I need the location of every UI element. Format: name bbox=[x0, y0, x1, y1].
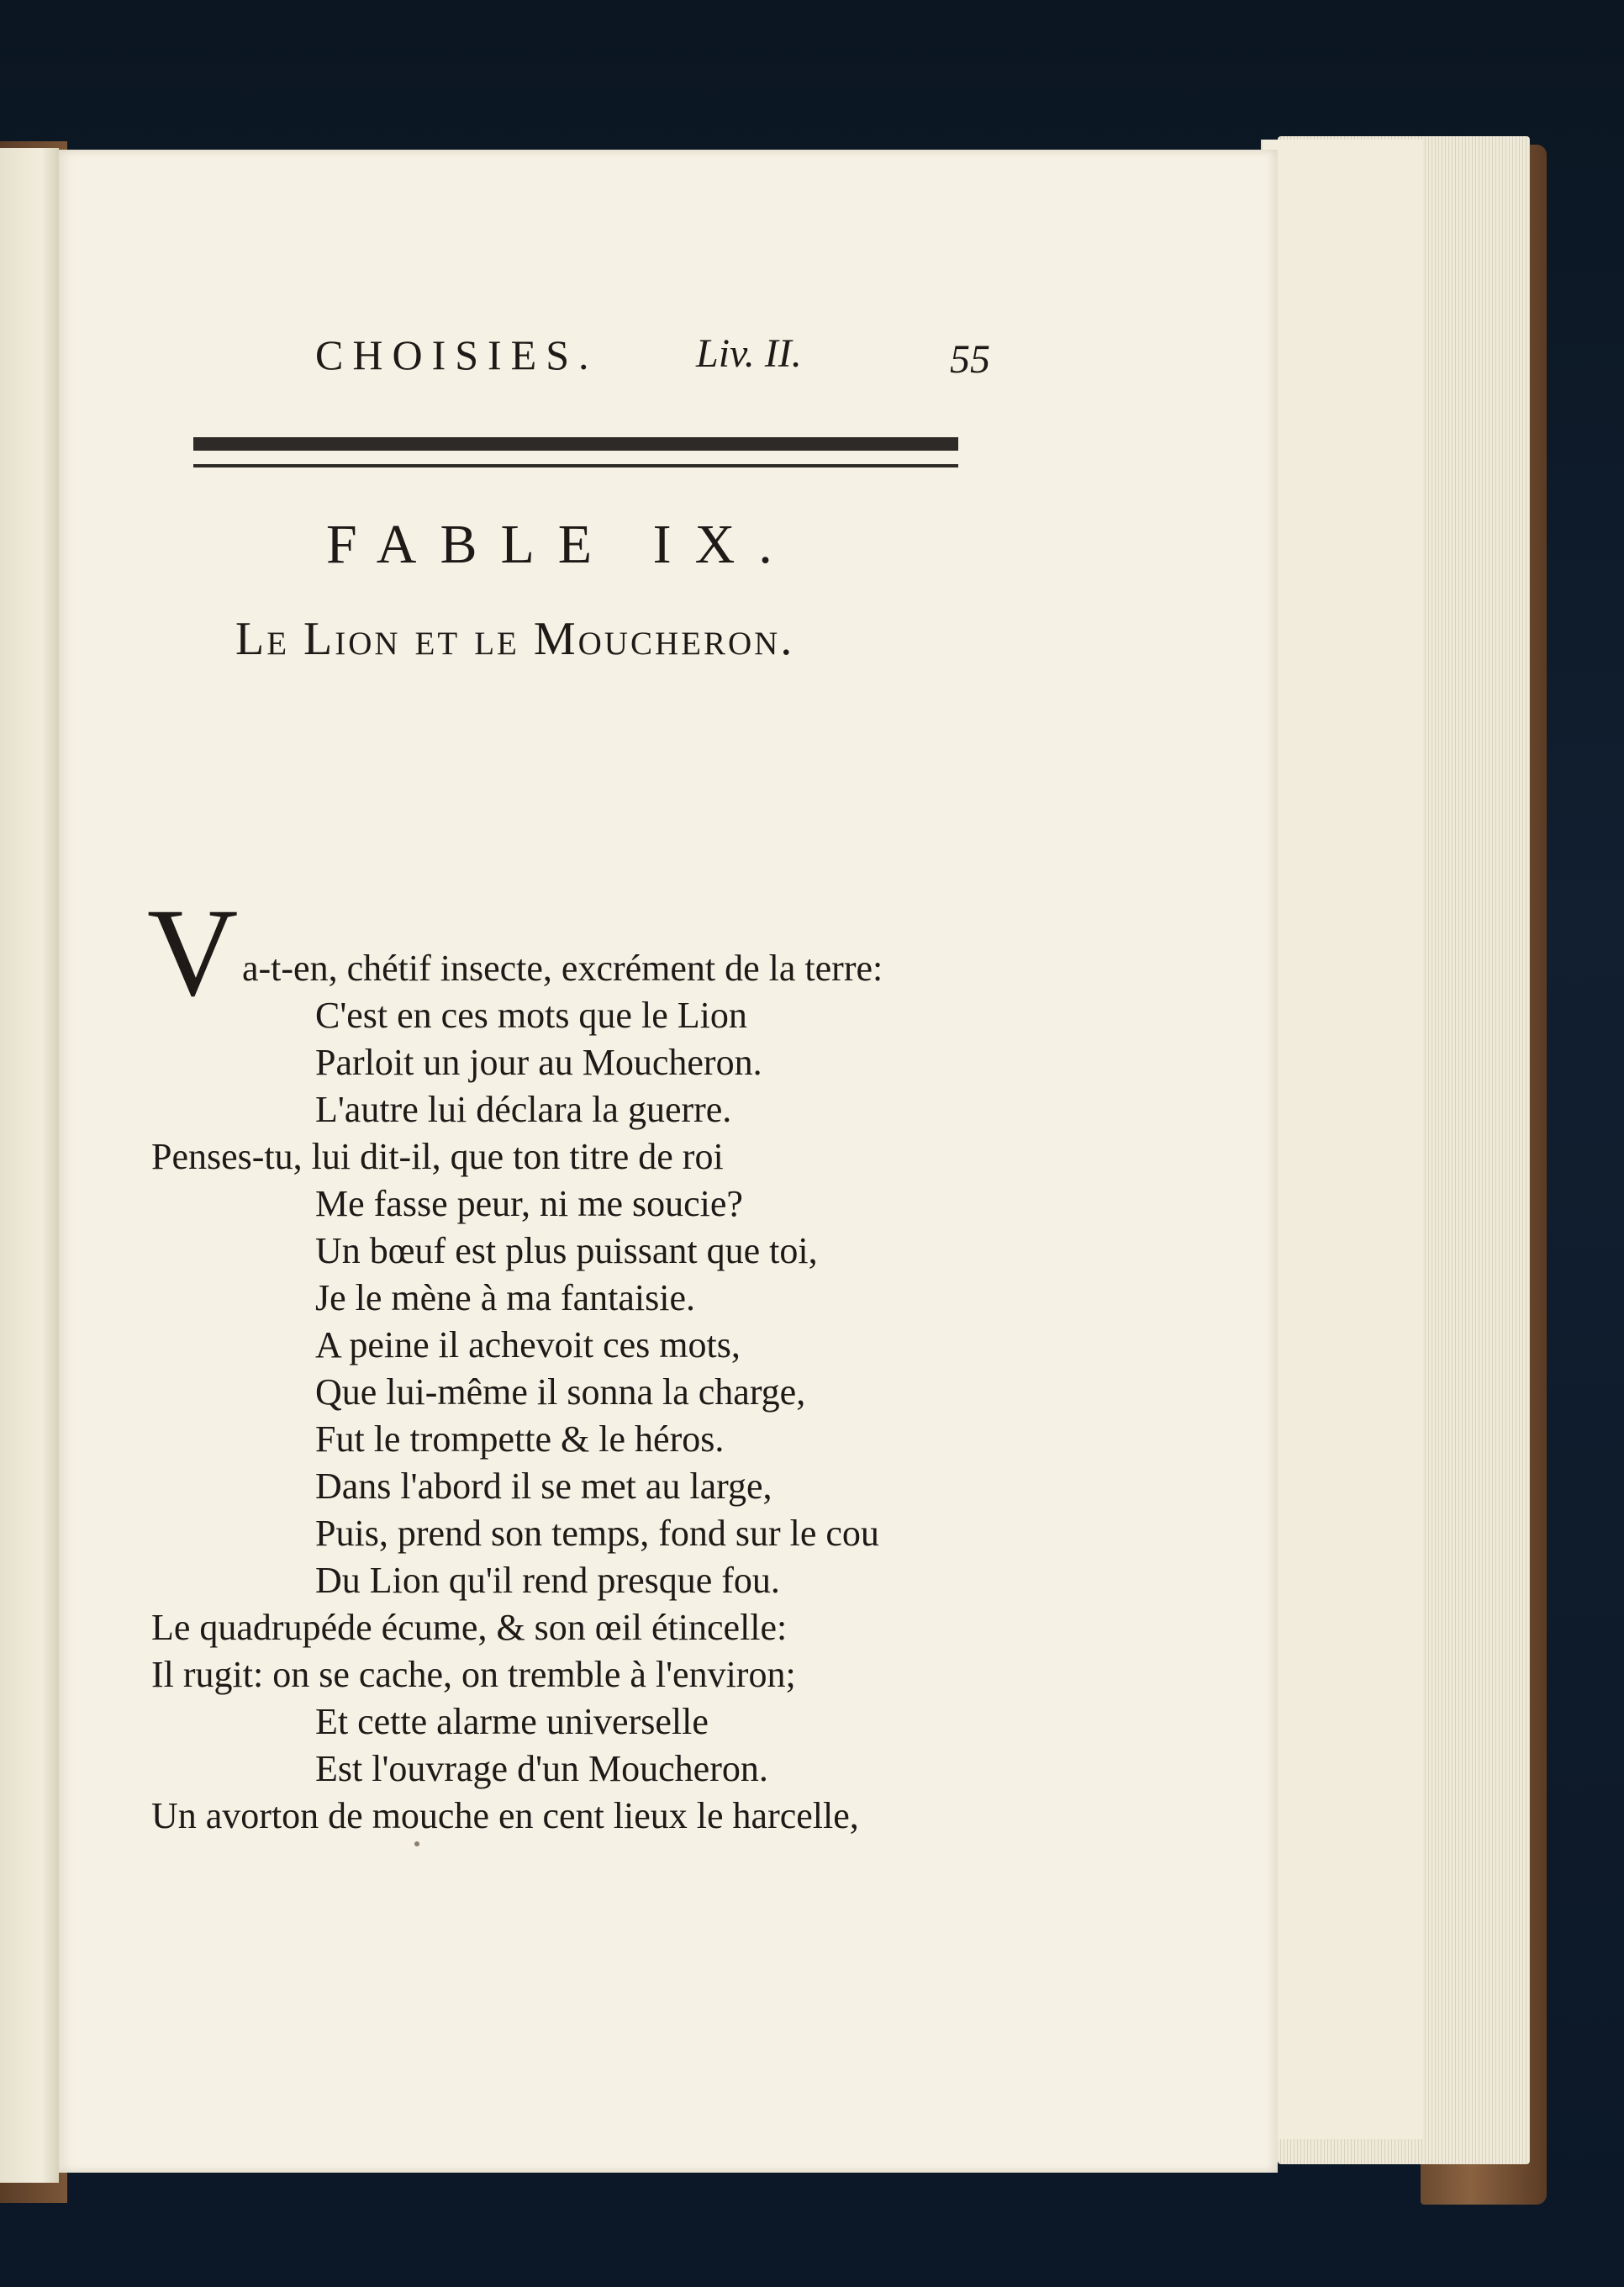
page-number: 55 bbox=[950, 337, 990, 382]
verse-line: L'autre lui déclara la guerre. bbox=[315, 1089, 732, 1130]
verse-line: Et cette alarme universelle bbox=[315, 1701, 709, 1742]
running-title: CHOISIES. bbox=[315, 331, 598, 378]
verse-line: Dans l'abord il se met au large, bbox=[315, 1466, 772, 1507]
verse-line: Penses-tu, lui dit-il, que ton titre de roi bbox=[151, 1136, 724, 1177]
verse-line: a-t-en, chétif insecte, excrément de la terre: bbox=[242, 948, 883, 989]
verse-line: Que lui-même il sonna la charge, bbox=[315, 1371, 806, 1413]
verse-line: Parloit un jour au Moucheron. bbox=[315, 1042, 762, 1083]
book-page bbox=[59, 150, 1278, 2173]
ink-speck bbox=[414, 1841, 419, 1846]
fable-subtitle: Le Lion et le Moucheron. bbox=[235, 613, 795, 665]
verse-line: Me fasse peur, ni me soucie? bbox=[315, 1183, 743, 1224]
verse-line: Est l'ouvrage d'un Moucheron. bbox=[315, 1748, 768, 1789]
fable-heading: FABLE IX. bbox=[326, 514, 796, 575]
verse-line: Puis, prend son temps, fond sur le cou bbox=[315, 1513, 879, 1554]
ornamental-rule-thick bbox=[193, 437, 958, 451]
verse-line: Du Lion qu'il rend presque fou. bbox=[315, 1560, 780, 1601]
underlying-page bbox=[1261, 140, 1422, 2139]
verse-line: Fut le trompette & le héros. bbox=[315, 1418, 725, 1460]
book-number: Liv. II. bbox=[696, 331, 802, 376]
drop-cap: V bbox=[147, 883, 239, 1022]
verse-line: Le quadrupéde écume, & son œil étincelle: bbox=[151, 1607, 788, 1648]
facing-page-edge bbox=[0, 148, 59, 2183]
ornamental-rule-thin bbox=[193, 464, 958, 467]
verse-line: Il rugit: on se cache, on tremble à l'environ; bbox=[151, 1654, 796, 1695]
verse-line: Un bœuf est plus puissant que toi, bbox=[315, 1230, 818, 1271]
verse-line: C'est en ces mots que le Lion bbox=[315, 995, 747, 1036]
verse-line: A peine il achevoit ces mots, bbox=[315, 1324, 741, 1365]
page-content bbox=[59, 150, 1278, 2173]
verse-line: Un avorton de mouche en cent lieux le harcelle, bbox=[151, 1795, 859, 1836]
verse-line: Je le mène à ma fantaisie. bbox=[315, 1277, 696, 1318]
